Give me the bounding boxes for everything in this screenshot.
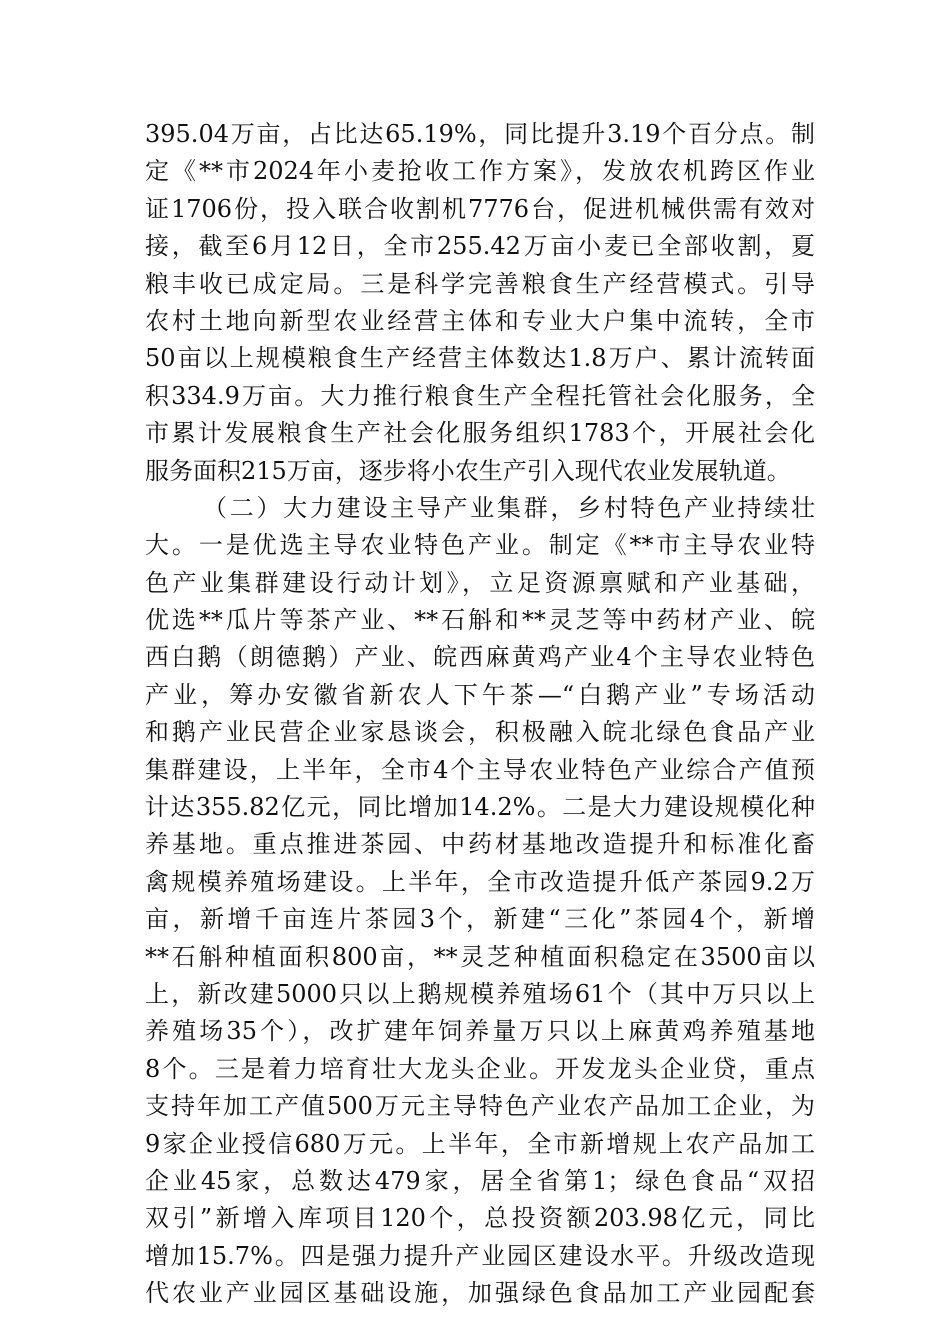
text-line: 代农业产业园区基础设施，加强绿色食品加工产业园配套 [145,1279,815,1308]
body-text [145,116,815,1313]
text-line: 服务面积215万亩，逐步将小农生产引入现代农业发展轨道。 [145,456,791,485]
text-line: 农村土地向新型农业经营主体和专业大户集中流转，全市 [145,306,815,335]
text-line: 积334.9万亩。大力推行粮食生产全程托管社会化服务，全 [145,381,815,410]
text-line: 8个。三是着力培育壮大龙头企业。开发龙头企业贷，重点 [145,1054,815,1083]
text-line: 计达355.82亿元，同比增加14.2%。二是大力建设规模化种 [145,793,815,822]
text-line: 395.04万亩，占比达65.19%，同比提升3.19个百分点。制 [145,120,815,148]
section-heading-line: （二）大力建设主导产业集群，乡村特色产业持续壮 [203,493,815,522]
text-line: 增加15.7%。四是强力提升产业园区建设水平。升级改造现 [145,1241,815,1270]
text-line: **石斛种植面积800亩，**灵芝种植面积稳定在3500亩以 [145,942,815,971]
text-line: 企业45家，总数达479家，居全省第1；绿色食品“双招 [145,1166,815,1195]
text-line: 支持年加工产值500万元主导特色产业农产品加工企业，为 [145,1092,815,1121]
text-line: 优选**瓜片等茶产业、**石斛和**灵芝等中药材产业、皖 [145,606,815,635]
text-line: 和鹅产业民营企业家恳谈会，积极融入皖北绿色食品产业 [145,718,815,747]
text-line: 亩，新增千亩连片茶园3个，新建“三化”茶园4个，新增 [145,905,815,934]
text-line: 接，截至6月12日，全市255.42万亩小麦已全部收割，夏 [145,232,815,261]
text-line: 产业，筹办安徽省新农人下午茶—“白鹅产业”专场活动 [145,680,815,709]
text-line: 色产业集群建设行动计划》，立足资源禀赋和产业基础， [145,568,815,597]
text-line: 养基地。重点推进茶园、中药材基地改造提升和标准化畜 [145,830,815,859]
text-line: 西白鹅（朗德鹅）产业、皖西麻黄鸡产业4个主导农业特色 [145,643,815,672]
text-line: 集群建设，上半年，全市4个主导农业特色产业综合产值预 [145,755,815,784]
text-line: 上，新改建5000只以上鹅规模养殖场61个（其中万只以上 [145,979,815,1008]
text-line: 证1706份，投入联合收割机7776台，促进机械供需有效对 [145,194,815,223]
text-line: 50亩以上规模粮食生产经营主体数达1.8万户、累计流转面 [145,344,815,373]
text-line: 9家企业授信680万元。上半年，全市新增规上农产品加工 [145,1129,815,1158]
text-line: 大。一是优选主导农业特色产业。制定《**市主导农业特 [145,531,815,560]
text-line: 定《**市2024年小麦抢收工作方案》，发放农机跨区作业 [145,157,815,186]
text-line: 养殖场35个），改扩建年饲养量万只以上麻黄鸡养殖基地 [145,1017,815,1046]
text-line: 粮丰收已成定局。三是科学完善粮食生产经营模式。引导 [145,269,815,298]
text-line: 双引”新增入库项目120个，总投资额203.98亿元，同比 [145,1204,815,1233]
text-line: 禽规模养殖场建设。上半年，全市改造提升低产茶园9.2万 [145,867,815,896]
text-line: 市累计发展粮食生产社会化服务组织1783个，开展社会化 [145,419,815,448]
